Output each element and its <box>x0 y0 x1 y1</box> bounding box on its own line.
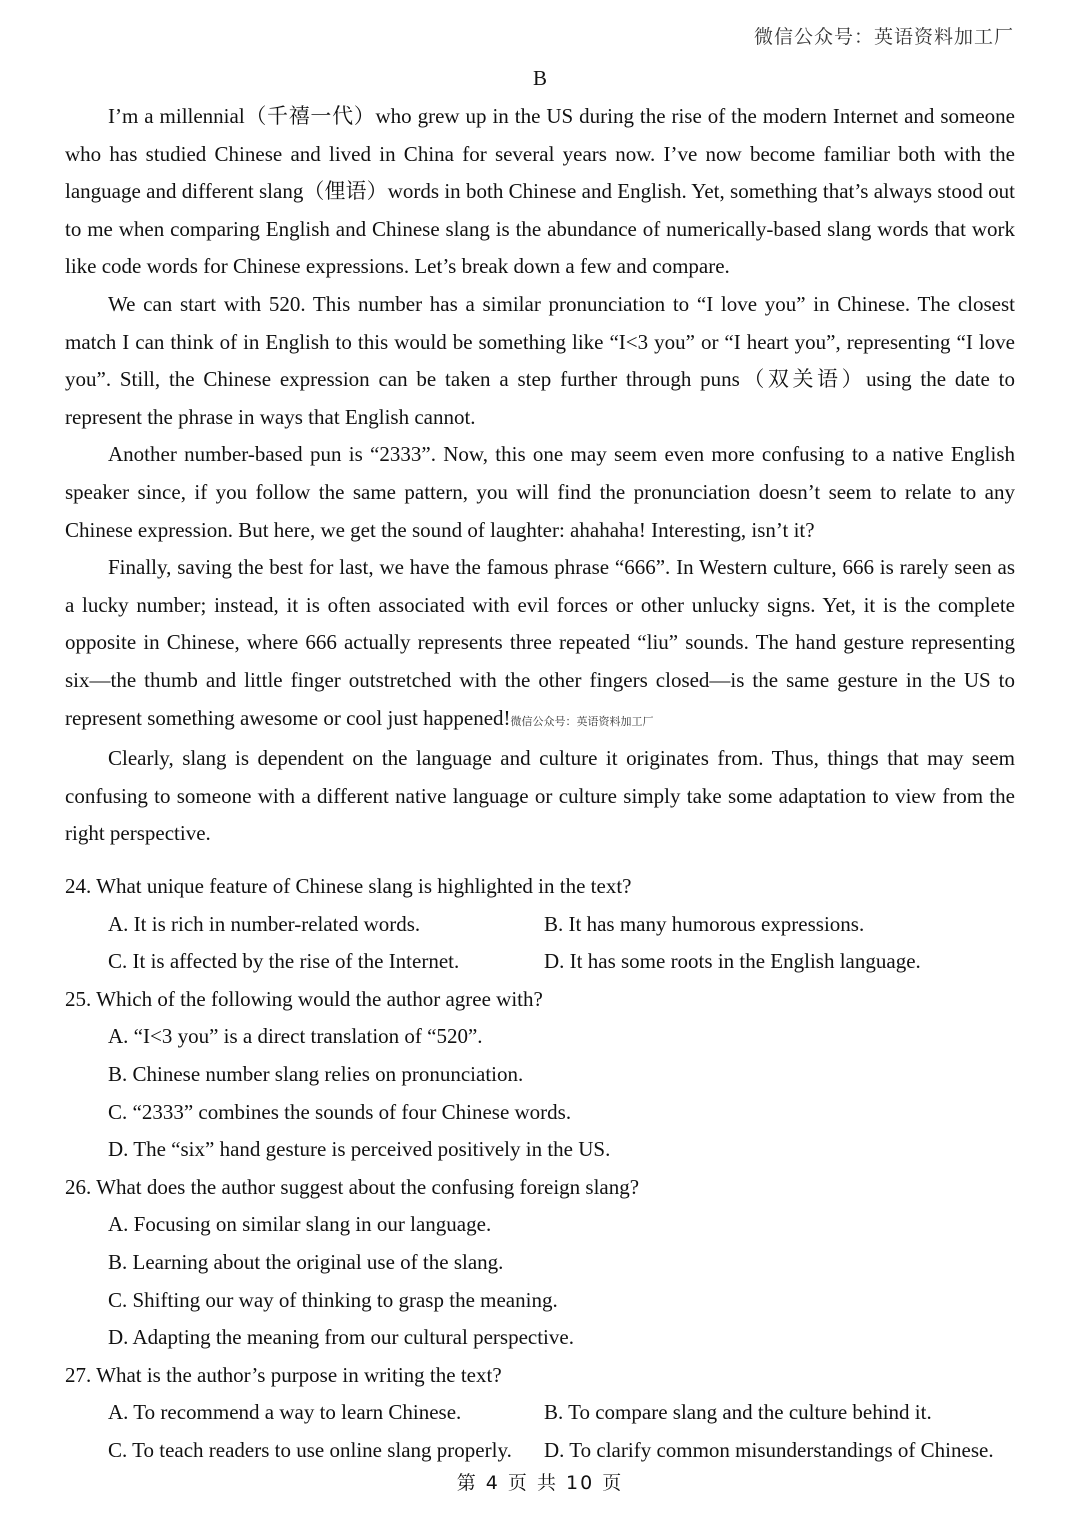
question-24 <box>65 868 1025 981</box>
passage-paragraph: Clearly, slang is dependent on the language and culture it originates from. Thus, things that may seem confusing to someone with a different native language or culture simply take some adaptation to view from the right perspective. <box>65 746 1015 846</box>
question-stem: 27. What is the author’s purpose in writing the text? <box>65 1362 502 1387</box>
passage-paragraph: Another number-based pun is “2333”. Now, this one may seem even more confusing to a native English speaker since, if you follow the same pattern, you will find the pronunciation doesn’t seem to relate to any Chinese expression. But here, we get the sound of laughter: ahahaha! Interesting, isn’t it? <box>65 442 1015 542</box>
option-d[interactable]: D. It has some roots in the English language. <box>544 949 921 974</box>
question-stem: 24. What unique feature of Chinese slang is highlighted in the text? <box>65 874 632 898</box>
option-b[interactable]: B. It has many humorous expressions. <box>544 911 865 936</box>
option-d[interactable]: D. Adapting the meaning from our cultural perspective. <box>108 1325 574 1350</box>
option-c[interactable]: C. Shifting our way of thinking to grasp the meaning. <box>108 1287 558 1312</box>
inline-watermark: 微信公众号：英语资料加工厂 <box>510 714 654 728</box>
option-a[interactable]: A. To recommend a way to learn Chinese. <box>108 1400 462 1425</box>
option-b[interactable]: B. Learning about the original use of the slang. <box>108 1249 504 1274</box>
question-list <box>65 868 1025 1470</box>
option-d[interactable]: D. To clarify common misunderstandings of Chinese. <box>544 1437 994 1462</box>
passage-paragraph-text: Finally, saving the best for last, we have the famous phrase “666”. In Western culture, 666 is rarely seen as a lucky number; instead, it is often associated with evil forces or other unlucky signs. Yet, it is the complete opposite in Chinese, where 666 actually represents three repeated “liu” sounds. The hand gesture representing six—the thumb and little finger outstretched with the other fingers closed—is the same gesture in the US to represent something awesome or cool just happened! <box>65 555 1015 730</box>
question-25 <box>65 981 1025 1169</box>
option-a[interactable]: A. “I<3 you” is a direct translation of “520”. <box>108 1024 483 1049</box>
option-row <box>65 1394 1025 1432</box>
section-letter: B <box>532 66 547 90</box>
passage-paragraph <box>65 549 1015 740</box>
page-indicator: 第 4 页 共 10 页 <box>456 1472 624 1494</box>
option-c[interactable]: C. It is affected by the rise of the Internet. <box>108 949 460 974</box>
passage-paragraph: We can start with 520. This number has a similar pronunciation to “I love you” in Chinese. The closest match I can think of in English to this would be something like “I<3 you” or “I heart you”, representing “I love you”. Still, the Chinese expression can be taken a step further through puns（双关语）using the date to represent the phrase in ways that English cannot. <box>65 291 1015 429</box>
question-27 <box>65 1357 1025 1470</box>
option-b[interactable]: B. To compare slang and the culture behind it. <box>544 1400 932 1425</box>
option-row <box>65 906 1025 944</box>
option-d[interactable]: D. The “six” hand gesture is perceived positively in the US. <box>108 1137 611 1162</box>
option-a[interactable]: A. Focusing on similar slang in our language. <box>108 1212 492 1237</box>
option-c[interactable]: C. “2333” combines the sounds of four Chinese words. <box>108 1099 572 1124</box>
option-c[interactable]: C. To teach readers to use online slang properly. <box>108 1437 512 1462</box>
option-row <box>65 1432 1025 1470</box>
passage <box>65 98 1015 853</box>
option-b[interactable]: B. Chinese number slang relies on pronunciation. <box>108 1061 524 1086</box>
question-26 <box>65 1169 1025 1357</box>
header-watermark: 微信公众号：英语资料加工厂 <box>753 26 1014 48</box>
passage-paragraph: I’m a millennial（千禧一代）who grew up in the US during the rise of the modern Internet and someone who has studied Chinese and lived in China for several years now. I’ve now become familiar both with the language and different slang（俚语）words in both Chinese and English. Yet, something that’s always stood out to me when comparing English and Chinese slang is the abundance of numerically-based slang words that work like code words for Chinese expressions. Let’s break down a few and compare. <box>65 104 1015 279</box>
question-stem: 25. Which of the following would the author agree with? <box>65 986 543 1011</box>
option-a[interactable]: A. It is rich in number-related words. <box>108 911 421 936</box>
question-stem: 26. What does the author suggest about the confusing foreign slang? <box>65 1174 640 1199</box>
option-row <box>65 943 1025 981</box>
